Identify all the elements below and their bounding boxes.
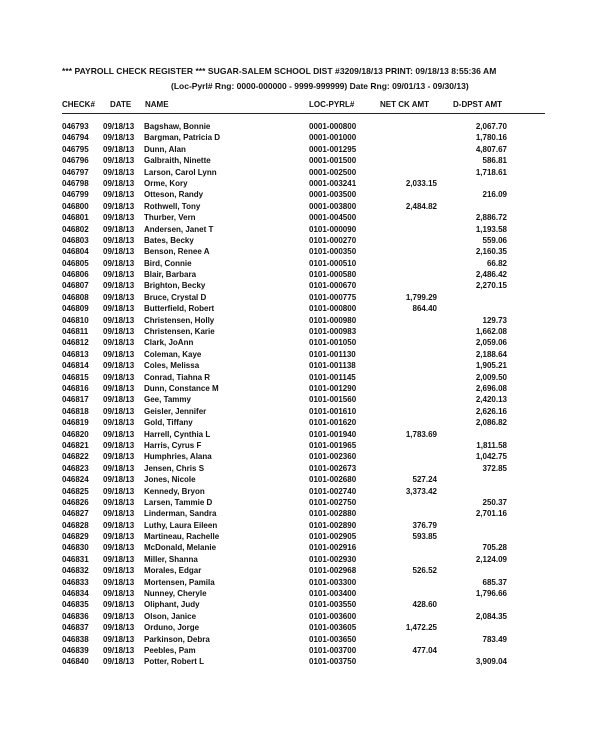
check-number: 046800 [62,201,89,211]
table-row [0,133,600,144]
net-check-amount: 527.24 [412,475,437,485]
check-date: 09/18/13 [103,520,135,530]
direct-deposit-amount: 2,067.70 [475,122,507,131]
direct-deposit-amount: 2,696.08 [475,383,507,393]
check-date: 09/18/13 [103,406,135,416]
loc-pyrl-number: 0101-002750 [309,497,357,507]
check-number: 046812 [62,338,89,348]
check-date: 09/18/13 [103,281,135,291]
employee-name: Dunn, Alan [144,144,186,154]
employee-name: Potter, Robert L [144,657,205,667]
check-number: 046836 [62,611,89,621]
employee-name: Gold, Tiffany [144,418,193,428]
employee-name: Rothwell, Tony [144,201,201,211]
check-number: 046834 [62,589,89,599]
table-row [0,612,600,623]
loc-pyrl-number: 0001-003800 [309,201,357,211]
employee-name: Conrad, Tiahna R [144,372,211,382]
table-row [0,373,600,384]
check-date: 09/18/13 [103,645,135,655]
check-number: 046819 [62,418,89,428]
employee-name: Mortensen, Pamila [144,577,215,587]
check-date: 09/18/13 [103,349,135,359]
check-date: 09/18/13 [103,600,135,610]
check-date: 09/18/13 [103,258,135,268]
check-number: 046825 [62,486,89,496]
check-number: 046793 [62,122,89,131]
direct-deposit-amount: 1,811.58 [476,440,507,450]
check-number: 046808 [62,292,89,302]
check-date: 09/18/13 [103,213,135,223]
table-row [0,407,600,418]
check-number: 046835 [62,600,89,610]
table-row [0,623,600,634]
direct-deposit-amount: 2,086.82 [475,418,507,428]
header-divider [62,113,545,114]
check-date: 09/18/13 [103,657,135,667]
check-date: 09/18/13 [103,144,135,154]
check-number: 046814 [62,361,89,371]
check-date: 09/18/13 [103,361,135,371]
table-row [0,304,600,315]
table-row [0,657,600,668]
table-row [0,190,600,201]
loc-pyrl-number: 0101-003700 [309,645,357,655]
employee-name: Christensen, Karie [144,327,215,337]
net-check-amount: 2,033.15 [405,178,437,188]
employee-name: Larsen, Tammie D [144,497,213,507]
employee-name: Humphries, Alana [144,452,212,462]
direct-deposit-amount: 1,780.16 [475,133,507,143]
table-row [0,418,600,429]
direct-deposit-amount: 2,009.50 [475,372,507,382]
check-number: 046839 [62,645,89,655]
loc-pyrl-number: 0101-002880 [309,509,357,519]
loc-pyrl-number: 0101-003300 [309,577,357,587]
employee-name: Orduno, Jorge [144,623,200,633]
check-number: 046824 [62,475,89,485]
check-number: 046807 [62,281,89,291]
check-date: 09/18/13 [103,167,135,177]
check-number: 046829 [62,532,89,542]
check-date: 09/18/13 [103,497,135,507]
table-row [0,600,600,611]
table-row [0,487,600,498]
employee-name: Benson, Renee A [144,247,210,257]
loc-pyrl-number: 0001-001295 [309,144,357,154]
direct-deposit-amount: 2,886.72 [475,213,507,223]
direct-deposit-amount: 66.82 [486,258,507,268]
check-date: 09/18/13 [103,372,135,382]
check-number: 046801 [62,213,89,223]
check-date: 09/18/13 [103,338,135,348]
check-date: 09/18/13 [103,486,135,496]
check-date: 09/18/13 [103,327,135,337]
loc-pyrl-number: 0101-003605 [309,623,357,633]
direct-deposit-amount: 2,270.15 [475,281,507,291]
employee-name: Nunney, Cheryle [144,589,207,599]
check-number: 046810 [62,315,89,325]
direct-deposit-amount: 586.81 [482,156,507,166]
direct-deposit-amount: 2,124.09 [475,554,507,564]
check-number: 046811 [62,327,89,337]
column-header-net-ck-amt: NET CK AMT [380,100,430,109]
column-header-check: CHECK# [62,100,95,109]
table-row [0,555,600,566]
loc-pyrl-number: 0101-000510 [309,258,357,268]
loc-pyrl-number: 0101-000270 [309,235,357,245]
employee-name: Linderman, Sandra [144,509,217,519]
check-number: 046823 [62,463,89,473]
table-row [0,452,600,463]
check-number: 046815 [62,372,89,382]
net-check-amount: 1,799.29 [405,292,437,302]
table-row [0,430,600,441]
check-date: 09/18/13 [103,532,135,542]
direct-deposit-amount: 2,701.16 [475,509,507,519]
net-check-amount: 526.52 [412,566,437,576]
table-row [0,395,600,406]
check-number: 046833 [62,577,89,587]
loc-pyrl-number: 0101-002680 [309,475,357,485]
employee-name: Martineau, Rachelle [144,532,220,542]
employee-name: Gee, Tammy [144,395,191,405]
employee-name: Coles, Melissa [144,361,200,371]
check-date: 09/18/13 [103,224,135,234]
check-date: 09/18/13 [103,156,135,166]
check-date: 09/18/13 [103,440,135,450]
employee-name: Harris, Cyrus F [144,440,202,450]
loc-pyrl-number: 0101-001138 [309,361,356,371]
loc-pyrl-number: 0101-003750 [309,657,357,667]
direct-deposit-amount: 2,188.64 [475,349,507,359]
direct-deposit-amount: 4,807.67 [475,144,507,154]
check-number: 046796 [62,156,89,166]
loc-pyrl-number: 0101-002673 [309,463,357,473]
check-date: 09/18/13 [103,201,135,211]
direct-deposit-amount: 1,718.61 [475,167,507,177]
loc-pyrl-number: 0001-001000 [309,133,357,143]
table-row [0,270,600,281]
table-row [0,259,600,270]
check-number: 046813 [62,349,89,359]
direct-deposit-amount: 783.49 [482,634,507,644]
loc-pyrl-number: 0101-002968 [309,566,357,576]
net-check-amount: 1,783.69 [405,429,437,439]
loc-pyrl-number: 0101-003550 [309,600,357,610]
check-date: 09/18/13 [103,463,135,473]
check-number: 046840 [62,657,89,667]
employee-name: McDonald, Melanie [144,543,217,553]
direct-deposit-amount: 2,626.16 [475,406,507,416]
direct-deposit-amount: 1,796.66 [475,589,507,599]
employee-name: Thurber, Vern [144,213,196,223]
check-date: 09/18/13 [103,577,135,587]
check-number: 046821 [62,440,89,450]
table-row [0,498,600,509]
loc-pyrl-number: 0101-000090 [309,224,357,234]
check-date: 09/18/13 [103,304,135,314]
loc-pyrl-number: 0101-000580 [309,270,357,280]
loc-pyrl-number: 0101-000775 [309,292,357,302]
net-check-amount: 864.40 [412,304,437,314]
direct-deposit-amount: 705.28 [482,543,507,553]
loc-pyrl-number: 0101-000980 [309,315,357,325]
check-number: 046832 [62,566,89,576]
column-header-date: DATE [110,100,132,109]
loc-pyrl-number: 0101-001145 [309,372,356,382]
check-number: 046797 [62,167,89,177]
net-check-amount: 1,472.25 [405,623,437,633]
employee-name: Parkinson, Debra [144,634,210,644]
check-number: 046803 [62,235,89,245]
check-date: 09/18/13 [103,383,135,393]
check-number: 046794 [62,133,89,143]
check-date: 09/18/13 [103,634,135,644]
check-number: 046806 [62,270,89,280]
loc-pyrl-number: 0101-002360 [309,452,357,462]
direct-deposit-amount: 1,042.75 [475,452,507,462]
check-number: 046828 [62,520,89,530]
employee-name: Butterfield, Robert [144,304,215,314]
table-row [0,475,600,486]
employee-name: Luthy, Laura Eileen [144,520,218,530]
employee-name: Galbraith, Ninette [144,156,211,166]
net-check-amount: 376.79 [412,520,437,530]
loc-pyrl-number: 0101-001050 [309,338,357,348]
check-number: 046799 [62,190,89,200]
check-date: 09/18/13 [103,589,135,599]
table-row [0,521,600,532]
net-check-amount: 3,373.42 [405,486,437,496]
table-row [0,532,600,543]
employee-name: Coleman, Kaye [144,349,202,359]
employee-name: Bruce, Crystal D [144,292,207,302]
employee-name: Dunn, Constance M [144,383,219,393]
employee-name: Bates, Becky [144,235,194,245]
employee-name: Christensen, Holly [144,315,215,325]
table-row [0,578,600,589]
check-date: 09/18/13 [103,178,135,188]
check-number: 046798 [62,178,89,188]
check-date: 09/18/13 [103,623,135,633]
loc-pyrl-number: 0101-000350 [309,247,357,257]
employee-name: Bird, Connie [144,258,192,268]
table-row [0,247,600,258]
employee-name: Oliphant, Judy [144,600,200,610]
table-row [0,635,600,646]
loc-pyrl-number: 0101-000670 [309,281,357,291]
check-number: 046837 [62,623,89,633]
net-check-amount: 477.04 [412,645,437,655]
net-check-amount: 593.85 [412,532,437,542]
table-row [0,646,600,657]
loc-pyrl-number: 0001-000800 [309,122,357,131]
table-row [0,122,600,133]
employee-name: Andersen, Janet T [144,224,214,234]
table-row [0,316,600,327]
check-number: 046802 [62,224,89,234]
table-row [0,225,600,236]
check-number: 046830 [62,543,89,553]
direct-deposit-amount: 216.09 [482,190,507,200]
check-number: 046827 [62,509,89,519]
direct-deposit-amount: 1,662.08 [475,327,507,337]
check-date: 09/18/13 [103,418,135,428]
employee-name: Olson, Janice [144,611,197,621]
check-date: 09/18/13 [103,475,135,485]
table-row [0,156,600,167]
check-number: 046804 [62,247,89,257]
table-row [0,327,600,338]
loc-pyrl-number: 0101-001290 [309,383,357,393]
employee-name: Orme, Kory [144,178,188,188]
table-row [0,168,600,179]
table-row [0,213,600,224]
check-date: 09/18/13 [103,315,135,325]
table-row [0,202,600,213]
register-rows [0,122,600,669]
employee-name: Harrell, Cynthia L [144,429,211,439]
table-row [0,509,600,520]
net-check-amount: 428.60 [412,600,437,610]
check-date: 09/18/13 [103,611,135,621]
loc-pyrl-number: 0001-004500 [309,213,357,223]
direct-deposit-amount: 1,905.21 [475,361,507,371]
employee-name: Bagshaw, Bonnie [144,122,211,131]
check-date: 09/18/13 [103,395,135,405]
check-number: 046816 [62,383,89,393]
check-date: 09/18/13 [103,247,135,257]
direct-deposit-amount: 3,909.04 [475,657,507,667]
check-date: 09/18/13 [103,292,135,302]
loc-pyrl-number: 0101-003650 [309,634,357,644]
loc-pyrl-number: 0101-001130 [309,349,356,359]
employee-name: Morales, Edgar [144,566,202,576]
check-date: 09/18/13 [103,452,135,462]
check-number: 046818 [62,406,89,416]
loc-pyrl-number: 0101-002905 [309,532,357,542]
table-row [0,338,600,349]
loc-pyrl-number: 0101-001620 [309,418,357,428]
employee-name: Geisler, Jennifer [144,406,207,416]
check-number: 046795 [62,144,89,154]
table-row [0,441,600,452]
loc-pyrl-number: 0101-000983 [309,327,357,337]
loc-pyrl-number: 0001-003241 [309,178,357,188]
check-date: 09/18/13 [103,270,135,280]
employee-name: Otteson, Randy [144,190,204,200]
table-row [0,281,600,292]
check-number: 046838 [62,634,89,644]
employee-name: Bargman, Patricia D [144,133,221,143]
check-date: 09/18/13 [103,190,135,200]
table-row [0,589,600,600]
table-row [0,464,600,475]
check-date: 09/18/13 [103,122,135,131]
employee-name: Peebles, Pam [144,645,196,655]
direct-deposit-amount: 685.37 [482,577,507,587]
report-range: (Loc-Pyrl# Rng: 0000-000000 - 9999-999999) Date Rng: 09/01/13 - 09/30/13) [171,81,469,91]
check-number: 046826 [62,497,89,507]
direct-deposit-amount: 2,486.42 [475,270,507,280]
net-check-amount: 2,484.82 [405,201,437,211]
employee-name: Kennedy, Bryon [144,486,205,496]
direct-deposit-amount: 2,160.35 [475,247,507,257]
direct-deposit-amount: 250.37 [482,497,507,507]
loc-pyrl-number: 0101-002890 [309,520,357,530]
check-date: 09/18/13 [103,543,135,553]
table-row [0,236,600,247]
loc-pyrl-number: 0101-002916 [309,543,357,553]
table-row [0,543,600,554]
table-row [0,350,600,361]
loc-pyrl-number: 0101-001965 [309,440,357,450]
direct-deposit-amount: 559.06 [482,235,507,245]
loc-pyrl-number: 0101-003400 [309,589,357,599]
check-number: 046805 [62,258,89,268]
table-row [0,384,600,395]
loc-pyrl-number: 0101-002740 [309,486,357,496]
direct-deposit-amount: 2,420.13 [475,395,507,405]
direct-deposit-amount: 1,193.58 [475,224,507,234]
loc-pyrl-number: 0101-001610 [309,406,357,416]
table-row [0,179,600,190]
check-date: 09/18/13 [103,429,135,439]
loc-pyrl-number: 0001-003500 [309,190,357,200]
employee-name: Jensen, Chris S [144,463,205,473]
employee-name: Blair, Barbara [144,270,197,280]
employee-name: Jones, Nicole [144,475,196,485]
direct-deposit-amount: 2,084.35 [475,611,507,621]
check-number: 046809 [62,304,89,314]
loc-pyrl-number: 0101-002930 [309,554,357,564]
direct-deposit-amount: 129.73 [482,315,507,325]
loc-pyrl-number: 0101-000800 [309,304,357,314]
employee-name: Larson, Carol Lynn [144,167,217,177]
report-title: *** PAYROLL CHECK REGISTER *** SUGAR-SALEM SCHOOL DIST #3209/18/13 PRINT: 09/18/13 8:55:36 AM [62,66,497,76]
table-row [0,293,600,304]
employee-name: Brighton, Becky [144,281,206,291]
check-date: 09/18/13 [103,509,135,519]
loc-pyrl-number: 0001-002500 [309,167,357,177]
check-number: 046822 [62,452,89,462]
column-header-d-dpst-amt: D-DPST AMT [453,100,503,109]
check-number: 046831 [62,554,89,564]
check-number: 046817 [62,395,89,405]
employee-name: Clark, JoAnn [144,338,194,348]
check-number: 046820 [62,429,89,439]
direct-deposit-amount: 2,059.06 [475,338,507,348]
table-row [0,361,600,372]
loc-pyrl-number: 0101-003600 [309,611,357,621]
check-date: 09/18/13 [103,235,135,245]
check-date: 09/18/13 [103,554,135,564]
loc-pyrl-number: 0101-001940 [309,429,357,439]
table-row [0,145,600,156]
loc-pyrl-number: 0001-001500 [309,156,357,166]
loc-pyrl-number: 0101-001560 [309,395,357,405]
column-header-loc-pyrl: LOC-PYRL# [309,100,355,109]
employee-name: Miller, Shanna [144,554,198,564]
check-date: 09/18/13 [103,133,135,143]
check-date: 09/18/13 [103,566,135,576]
table-row [0,566,600,577]
column-header-name: NAME [145,100,169,109]
direct-deposit-amount: 372.85 [482,463,507,473]
